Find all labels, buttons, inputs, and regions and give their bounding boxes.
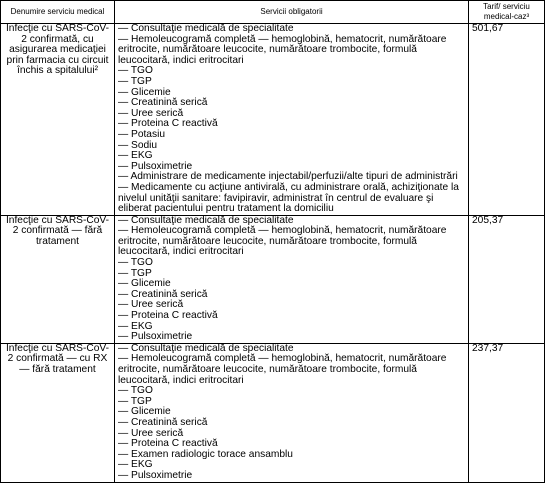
list-item: — Consultaţie medicală de specialitate	[118, 23, 294, 34]
list-item: — Uree serică	[118, 299, 184, 311]
list-item: — Hemoleucogramă completă — hemoglobină, hematocrit, numărătoare eritrocite, numărătoare leucocite, numărătoare trombocite, formulă leucocitară, indici eritrocitari	[118, 33, 447, 66]
list-item: — Administrare de medicamente injectabil/perfuzii/alte tipuri de administrări	[118, 171, 458, 183]
list-item: — TGO	[118, 385, 153, 397]
list-item: — Creatinină serică	[118, 97, 208, 109]
list-item: — TGP	[118, 75, 152, 87]
list-item: — Glicemie	[118, 86, 171, 98]
list-item: — Hemoleucogramă completă — hemoglobină, hematocrit, numărătoare eritrocite, numărătoare leucocite, numărătoare trombocite, formulă leucocitară, indici eritrocitari	[118, 225, 447, 258]
service-name-cell: Infecţie cu SARS-CoV-2 confirmată, cu asigurarea medicaţiei prin farmacia cu circuit închis a spitalului²	[1, 24, 115, 216]
table-row	[1, 343, 545, 482]
services-list	[118, 216, 465, 343]
mandatory-services-cell	[115, 343, 469, 482]
list-item: — Uree serică	[118, 427, 184, 439]
list-item: — TGP	[118, 395, 152, 407]
mandatory-services-cell	[115, 215, 469, 343]
list-item: — Uree serică	[118, 107, 184, 119]
table-header-row	[1, 1, 545, 24]
list-item: — Pulsoximetrie	[118, 331, 193, 343]
list-item: — Creatinină serică	[118, 288, 208, 300]
list-item: — Consultaţie medicală de specialitate	[118, 214, 294, 226]
list-item: — Sodiu	[118, 139, 158, 151]
header-tariff: Tarif/ serviciu medical-caz³	[469, 1, 545, 24]
list-item: — Hemoleucogramă completă — hemoglobină, hematocrit, numărătoare eritrocite, numărătoare leucocite, numărătoare trombocite, formulă leucocitară, indici eritrocitari	[118, 353, 447, 386]
list-item: — TGO	[118, 65, 153, 77]
service-name-cell: Infecţie cu SARS-CoV-2 confirmată — cu RX — fără tratament	[1, 343, 115, 482]
list-item: — Potasiu	[118, 128, 165, 140]
mandatory-services-cell	[115, 24, 469, 216]
list-item: — Pulsoximetrie	[118, 160, 193, 172]
header-mandatory-services: Servicii obligatorii	[115, 1, 469, 24]
list-item: — Glicemie	[118, 406, 171, 418]
list-item: — Examen radiologic torace ansamblu	[118, 448, 293, 460]
list-item: — Proteina C reactivă	[118, 438, 218, 450]
services-list	[118, 24, 465, 215]
tariff-value-cell: 205,37	[469, 215, 545, 343]
list-item: — Proteina C reactivă	[118, 310, 218, 322]
list-item: — TGO	[118, 257, 153, 269]
list-item: — EKG	[118, 150, 153, 162]
list-item: — Consultaţie medicală de specialitate	[118, 342, 294, 354]
list-item: — EKG	[118, 320, 153, 332]
services-list	[118, 344, 465, 482]
table-row	[1, 215, 545, 343]
header-service-name: Denumire serviciu medical	[1, 1, 115, 24]
list-item: — EKG	[118, 459, 153, 471]
list-item: — Medicamente cu acţiune antivirală, cu administrare orală, achiziţionate la nivelul unităţii sanitare: favipiravir, administrat în centrul de evaluare şi eliberat pacientului pentru tratament la domiciliu	[118, 181, 459, 215]
list-item: — Proteina C reactivă	[118, 118, 218, 130]
list-item: — Pulsoximetrie	[118, 469, 193, 481]
table-body	[1, 24, 545, 483]
service-name-cell: Infecţie cu SARS-CoV-2 confirmată — fără tratament	[1, 215, 115, 343]
tariff-value-cell: 237,37	[469, 343, 545, 482]
list-item: — TGP	[118, 267, 152, 279]
list-item: — Glicemie	[118, 278, 171, 290]
table-row	[1, 24, 545, 216]
tariff-value-cell: 501,67	[469, 24, 545, 216]
list-item: — Creatinină serică	[118, 416, 208, 428]
